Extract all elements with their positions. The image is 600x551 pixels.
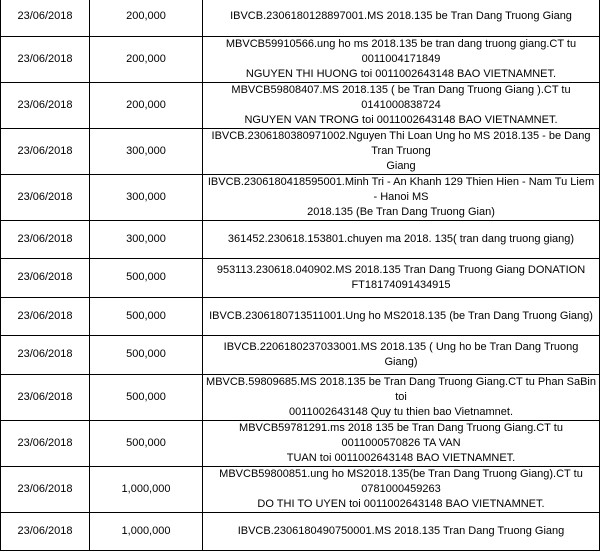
table-row (1, 297, 600, 336)
table-row (1, 466, 600, 512)
amount-cell: 500,000 (90, 297, 203, 336)
amount-cell: 1,000,000 (90, 466, 203, 512)
date-cell: 23/06/2018 (1, 297, 90, 336)
amount-cell: 300,000 (90, 174, 203, 220)
description-cell: IBVCB.2306180713511001.Ung ho MS2018.135 (be Tran Dang Truong Giang) (203, 297, 600, 336)
description-cell: IBVCB.2206180237033001.MS 2018.135 ( Ung ho be Tran Dang Truong Giang) (203, 336, 600, 375)
table-row (1, 82, 600, 128)
table-row (1, 174, 600, 220)
description-cell: MBVCB59781291.ms 2018 135 be Tran Dang Truong Giang.CT tu 0011000570826 TA VAN TUAN toi 0011002643148 BAO VIETNAMNET. (203, 420, 600, 466)
table-row (1, 336, 600, 375)
description-cell: IBVCB.2306180380971002.Nguyen Thi Loan Ung ho MS 2018.135 - be Dang Tran Truong Giang (203, 128, 600, 174)
donation-table-body (1, 0, 600, 551)
date-cell: 23/06/2018 (1, 374, 90, 420)
amount-cell: 500,000 (90, 420, 203, 466)
date-cell: 23/06/2018 (1, 512, 90, 551)
description-cell: MBVCB.59809685.MS 2018.135 be Tran Dang Truong Giang.CT tu Phan SaBin toi 0011002643148 Quy tu thien bao Vietnamnet. (203, 374, 600, 420)
table-row (1, 374, 600, 420)
description-cell: IBVCB.2306180128897001.MS 2018.135 be Tran Dang Truong Giang (203, 0, 600, 36)
table-row (1, 220, 600, 259)
table-row (1, 0, 600, 36)
amount-cell: 500,000 (90, 374, 203, 420)
date-cell: 23/06/2018 (1, 0, 90, 36)
description-cell: MBVCB59808407.MS 2018.135 ( be Tran Dang Truong Giang ).CT tu 0141000838724 NGUYEN VAN TRONG toi 0011002643148 BAO VIETNAMNET. (203, 82, 600, 128)
date-cell: 23/06/2018 (1, 36, 90, 82)
table-row (1, 259, 600, 298)
amount-cell: 500,000 (90, 259, 203, 298)
date-cell: 23/06/2018 (1, 82, 90, 128)
amount-cell: 500,000 (90, 336, 203, 375)
date-cell: 23/06/2018 (1, 336, 90, 375)
table-row (1, 512, 600, 551)
description-cell: IBVCB.2306180490750001.MS 2018.135 Tran Dang Truong Giang (203, 512, 600, 551)
date-cell: 23/06/2018 (1, 220, 90, 259)
date-cell: 23/06/2018 (1, 420, 90, 466)
description-cell: MBVCB59910566.ung ho ms 2018.135 be tran dang truong giang.CT tu 0011004171849 NGUYEN THI HUONG toi 0011002643148 BAO VIETNAMNET. (203, 36, 600, 82)
table-row (1, 420, 600, 466)
table-row (1, 36, 600, 82)
table-row (1, 128, 600, 174)
description-cell: MBVCB59800851.ung ho MS2018.135(be Tran Dang Truong Giang).CT tu 0781000459263 DO THI TO UYEN toi 0011002643148 BAO VIETNAMNET. (203, 466, 600, 512)
date-cell: 23/06/2018 (1, 128, 90, 174)
amount-cell: 300,000 (90, 128, 203, 174)
description-cell: IBVCB.2306180418595001.Minh Tri - An Khanh 129 Thien Hien - Nam Tu Liem - Hanoi MS 2018.135 (Be Tran Dang Truong Gian) (203, 174, 600, 220)
amount-cell: 200,000 (90, 82, 203, 128)
amount-cell: 1,000,000 (90, 512, 203, 551)
amount-cell: 200,000 (90, 0, 203, 36)
description-cell: 361452.230618.153801.chuyen ma 2018. 135( tran dang truong giang) (203, 220, 600, 259)
date-cell: 23/06/2018 (1, 466, 90, 512)
amount-cell: 200,000 (90, 36, 203, 82)
description-cell: 953113.230618.040902.MS 2018.135 Tran Dang Truong Giang DONATION FT18174091434915 (203, 259, 600, 298)
amount-cell: 300,000 (90, 220, 203, 259)
date-cell: 23/06/2018 (1, 259, 90, 298)
date-cell: 23/06/2018 (1, 174, 90, 220)
